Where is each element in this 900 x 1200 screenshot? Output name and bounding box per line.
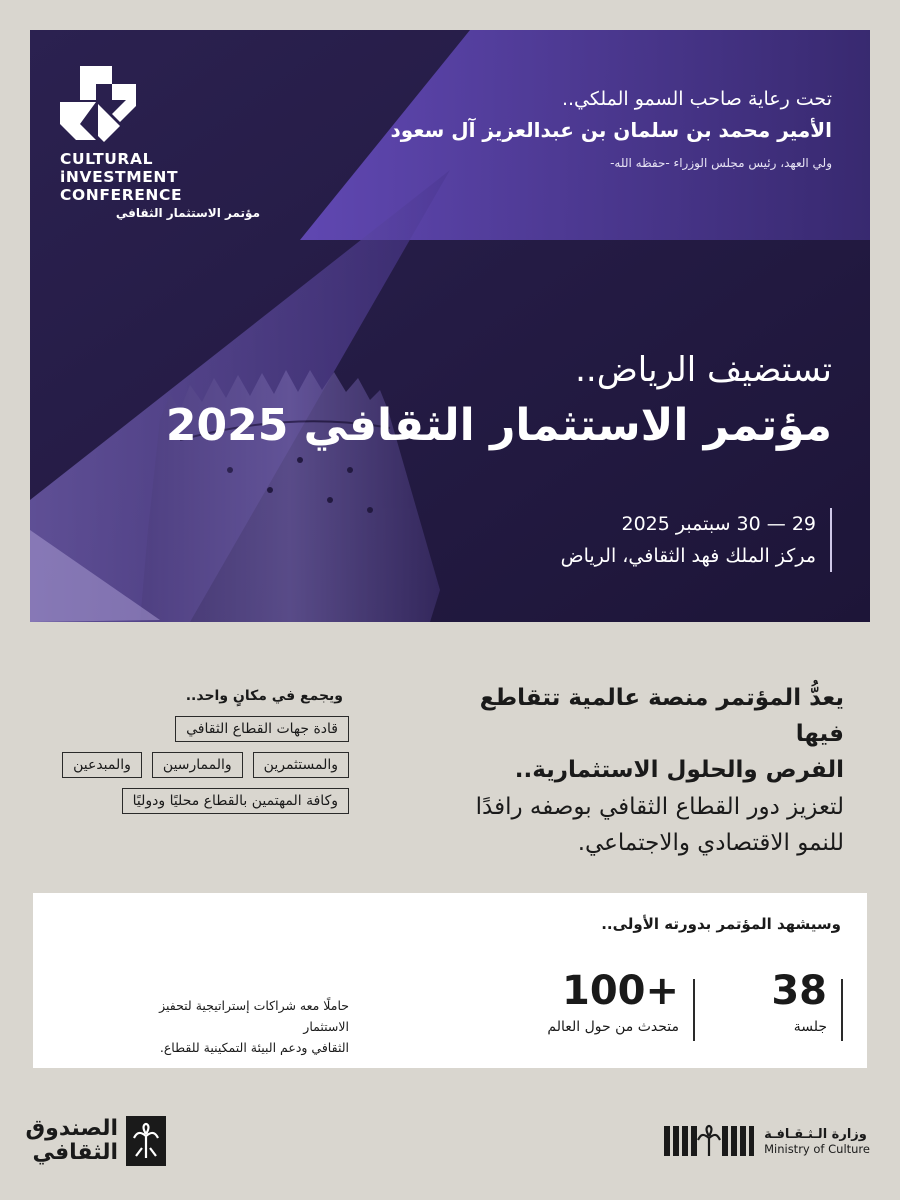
conference-logo: [60, 62, 300, 220]
audience-label: ويجمع في مكانٍ واحد..: [185, 688, 343, 704]
stat-speakers-caption: متحدث من حول العالم: [547, 1019, 679, 1035]
intro-section: [424, 680, 844, 860]
event-venue: مركز الملك فهد الثقافي، الرياض: [560, 545, 816, 567]
stats-heading: وسيشهد المؤتمر بدورته الأولى..: [601, 915, 841, 933]
cultural-fund-line-1: الصندوق: [25, 1116, 118, 1141]
logo-line-1: CULTURAL: [60, 150, 154, 168]
logo-name-ar: مؤتمر الاستثمار الثقافي: [115, 206, 260, 220]
stat-sessions: [771, 969, 827, 1035]
stat-divider: [693, 979, 695, 1041]
stat-speakers-value: 100+: [561, 968, 679, 1014]
stats-card: [33, 893, 867, 1068]
logo-line-2: iNVESTMENT: [60, 168, 179, 186]
patron-role: ولي العهد، رئيس مجلس الوزراء -حفظه الله-: [610, 156, 832, 170]
cultural-fund-name: [25, 1116, 118, 1165]
ministry-name: [764, 1127, 870, 1156]
logo-name-en: [60, 150, 300, 204]
tag-investors: والمستثمرين: [253, 752, 349, 778]
stat-divider: [841, 979, 843, 1041]
tag-practitioners: والممارسين: [152, 752, 243, 778]
partnership-note-line-2: الثقافي ودعم البيئة التمكينية للقطاع.: [159, 1040, 349, 1055]
event-dates: 29 — 30 سبتمبر 2025: [621, 513, 816, 535]
stat-speakers: [547, 969, 679, 1035]
intro-bold-line-2: الفرص والحلول الاستثمارية..: [514, 757, 844, 783]
intro-text-line-1: لتعزيز دور القطاع الثقافي بوصفه رافدًا: [475, 794, 844, 820]
tag-creatives: والمبدعين: [62, 752, 142, 778]
hero-title: مؤتمر الاستثمار الثقافي 2025: [165, 400, 832, 451]
tag-row-3: [44, 788, 349, 814]
tag-row-1: [44, 716, 349, 742]
ministry-of-culture-logo: [664, 1122, 870, 1160]
cultural-fund-emblem-icon: [126, 1116, 166, 1166]
patron-name: الأمير محمد بن سلمان بن عبدالعزيز آل سعود: [390, 118, 832, 142]
intro-text-line-2: للنمو الاقتصادي والاجتماعي.: [577, 830, 844, 856]
tag-row-2: [44, 752, 349, 778]
cultural-fund-line-2: الثقافي: [32, 1140, 118, 1165]
logo-line-3: CONFERENCE: [60, 186, 183, 204]
intro-bold-line-1: يعدُّ المؤتمر منصة عالمية تتقاطع فيها: [479, 685, 844, 747]
partnership-note-line-1: حاملًا معه شراكات إستراتيجية لتحفيز الاستثمار: [159, 998, 349, 1034]
hero-banner: [30, 30, 870, 622]
event-info: [561, 508, 832, 572]
stat-sessions-value: 38: [771, 968, 827, 1014]
stat-sessions-caption: جلسة: [793, 1019, 827, 1035]
patronage-block: [312, 88, 832, 170]
conference-logo-mark-icon: [60, 62, 140, 142]
ministry-name-en: Ministry of Culture: [764, 1141, 870, 1156]
patronage-intro: تحت رعاية صاحب السمو الملكي..: [561, 88, 832, 110]
audience-section: [44, 688, 349, 824]
tag-all-interested: وكافة المهتمين بالقطاع محليًا ودوليًا: [122, 788, 349, 814]
tag-leaders: قادة جهات القطاع الثقافي: [175, 716, 349, 742]
partnership-note: [119, 995, 349, 1058]
hero-host-line: تستضيف الرياض..: [575, 350, 832, 390]
cultural-fund-logo: [25, 1116, 166, 1166]
ministry-name-ar: وزارة الـثـقـافـة: [764, 1126, 867, 1142]
ministry-emblem-icon: [664, 1122, 754, 1160]
